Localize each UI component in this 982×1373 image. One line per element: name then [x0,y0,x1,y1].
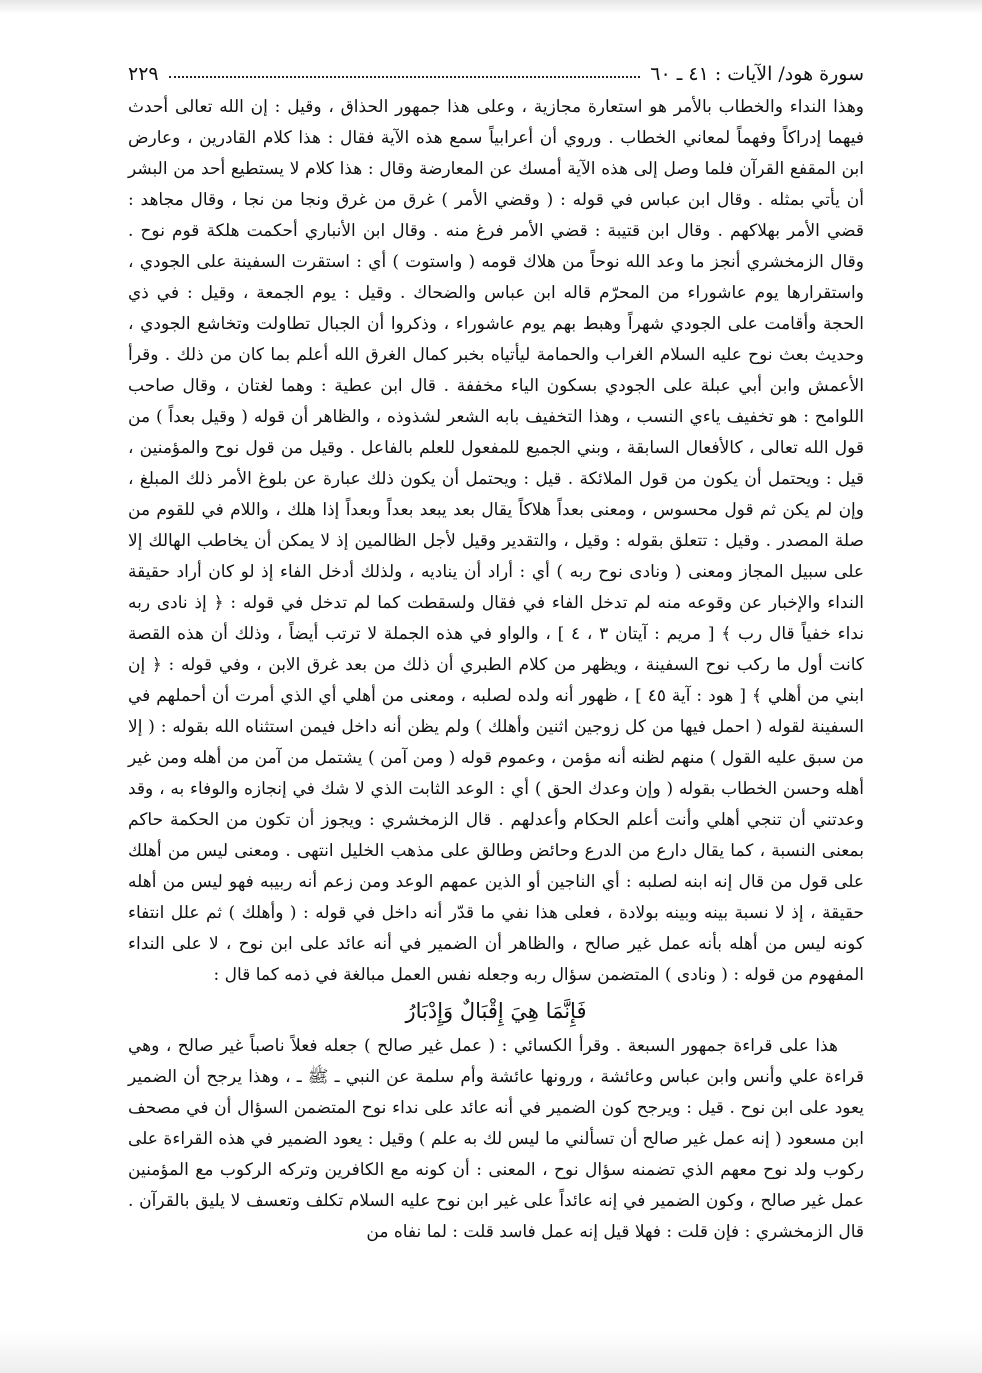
scan-edge-bottom [0,1331,982,1373]
header-dot-leader [169,76,641,78]
running-header [128,60,864,88]
paragraph: وهذا النداء والخطاب بالأمر هو استعارة مجازية ، وعلى هذا جمهور الحذاق ، وقيل : إن الله تعالى أحدث فيهما إدراكاً وفهماً لمعاني الخطاب . وروي أن أعرابياً سمع هذه الآية فقال : هذا كلام القادرين ، وعارض ابن المقفع القرآن فلما وصل إلى هذه الآية أمسك عن المعارضة وقال : هذا كلام لا يستطيع أحد من البشر أن يأتي بمثله . وقال ابن عباس في قوله : ( وقضي الأمر ) غرق من غرق ونجا من نجا ، وقال مجاهد : قضي الأمر بهلاكهم . وقال ابن قتيبة : قضي الأمر فرغ منه . وقال ابن الأنباري أحكمت هلكة قوم نوح . وقال الزمخشري أنجز ما وعد الله نوحاً من هلاك قومه ( واستوت ) أي : استقرت السفينة على الجودي ، واستقرارها يوم عاشوراء من المحرّم قاله ابن عباس والضحاك . وقيل : يوم الجمعة ، وقيل : في ذي الحجة وأقامت على الجودي شهراً وهبط بهم يوم عاشوراء ، وذكروا أن الجبال تطاولت وتخاشع الجودي ، وحديث بعث نوح عليه السلام الغراب والحمامة ليأتياه بخبر كمال الغرق الله أعلم بما كان من ذلك . وقرأ الأعمش وابن أبي عبلة على الجودي بسكون الياء مخففة . قال ابن عطية : وهما لغتان ، وقال صاحب اللوامح : هو تخفيف ياءي النسب ، وهذا التخفيف بابه الشعر لشذوذه ، والظاهر أن قوله ( وقيل بعداً ) من قول الله تعالى ، كالأفعال السابقة ، وبني الجميع للمفعول للعلم بالفاعل . وقيل من قول نوح والمؤمنين ، قيل : ويحتمل أن يكون من قول الملائكة . قيل : ويحتمل أن يكون ذلك عبارة عن بلوغ الأمر ذلك المبلغ ، وإن لم يكن ثم قول محسوس ، ومعنى بعداً هلاكاً يقال بعد يبعد بعداً وبعداً إذا هلك ، واللام في للقوم من صلة المصدر . وقيل : تتعلق بقوله : وقيل ، والتقدير وقيل لأجل الظالمين إذ لا يمكن أن يخاطب الهالك إلا على سبيل المجاز ومعنى ( ونادى نوح ربه ) أي : أراد أن يناديه ، ولذلك أدخل الفاء إذ لو كان أراد حقيقة النداء والإخبار عن وقوعه منه لم تدخل الفاء في فقال ولسقطت كما لم تدخل في قوله : ﴿ إذ نادى ربه نداء خفياً قال رب ﴾ [ مريم : آيتان ٣ ، ٤ ] ، والواو في هذه الجملة لا ترتب أيضاً ، وذلك أن هذه القصة كانت أول ما ركب نوح السفينة ، ويظهر من كلام الطبري أن ذلك من بعد غرق الابن ، وفي قوله : ﴿ إن ابني من أهلي ﴾ [ هود : آية ٤٥ ] ، ظهور أنه ولده لصلبه ، ومعنى من أهلي أي الذي أمرت أن أحملهم في السفينة لقوله ( احمل فيها من كل زوجين اثنين وأهلك ) ولم يظن أنه داخل فيمن استثناه الله بقوله : ( إلا من سبق عليه القول ) منهم لظنه أنه مؤمن ، وعموم قوله ( ومن آمن ) يشتمل من آمن من أهله ومن غير أهله وحسن الخطاب بقوله ( وإن وعدك الحق ) أي : الوعد الثابت الذي لا شك في إنجازه والوفاء به ، وقد وعدتني أن تنجي أهلي وأنت أعلم الحكام وأعدلهم . قال الزمخشري : ويجوز أن تكون من الحكمة حاكم بمعنى النسبة ، كما يقال دارع من الدرع وحائض وطالق على مذهب الخليل انتهى . ومعنى ليس من أهلك على قول من قال إنه ابنه لصلبه : أي الناجين أو الذين عمهم الوعد ومن زعم أنه ربيبه فهو ليس من أهله حقيقة ، إذ لا نسبة بينه وبينه بولادة ، فعلى هذا نفي ما قدّر أنه داخل في قوله : ( وأهلك ) ثم علل انتفاء كونه ليس من أهله بأنه عمل غير صالح ، والظاهر أن الضمير في أنه عائد على ابن نوح ، لا على النداء المفهوم من قوله : ( ونادى ) المتضمن سؤال ربه وجعله نفس العمل مبالغة في ذمه كما قال : [128,97,865,985]
page-body [128,92,864,1248]
page-number: ٢٢٩ [128,63,159,85]
paragraph: هذا على قراءة جمهور السبعة . وقرأ الكسائي : ( عمل غير صالح ) جعله فعلاً ناصباً غير صالح ، وهي قراءة علي وأنس وابن عباس وعائشة ، ورونها عائشة وأم سلمة عن النبي ـ ﷺ ـ ، وهذا يرجح أن الضمير يعود على ابن نوح . قيل : ويرجح كون الضمير في أنه عائد على نداء نوح المتضمن السؤال أن في مصحف ابن مسعود ( إنه عمل غير صالح أن تسألني ما ليس لك به علم ) وقيل : يعود الضمير في هذه القراءة على ركوب ولد نوح معهم الذي تضمنه سؤال نوح ، المعنى : أن كونه مع الكافرين وتركه الركوب مع المؤمنين عمل غير صالح ، وكون الضمير في إنه عائداً على غير ابن نوح عليه السلام تكلف وتعسف لا يليق بالقرآن . قال الزمخشري : فإن قلت : فهلا قيل إنه عمل فاسد قلت : لما نفاه من [128,1036,864,1242]
scan-edge-top [0,0,982,14]
poetry-verse: فَإِنَّمَا هِيَ إِقْبَالٌ وَإِدْبَارُ [405,999,587,1023]
header-title: سورة هود/ الآيات : ٤١ ـ ٦٠ [650,63,864,85]
